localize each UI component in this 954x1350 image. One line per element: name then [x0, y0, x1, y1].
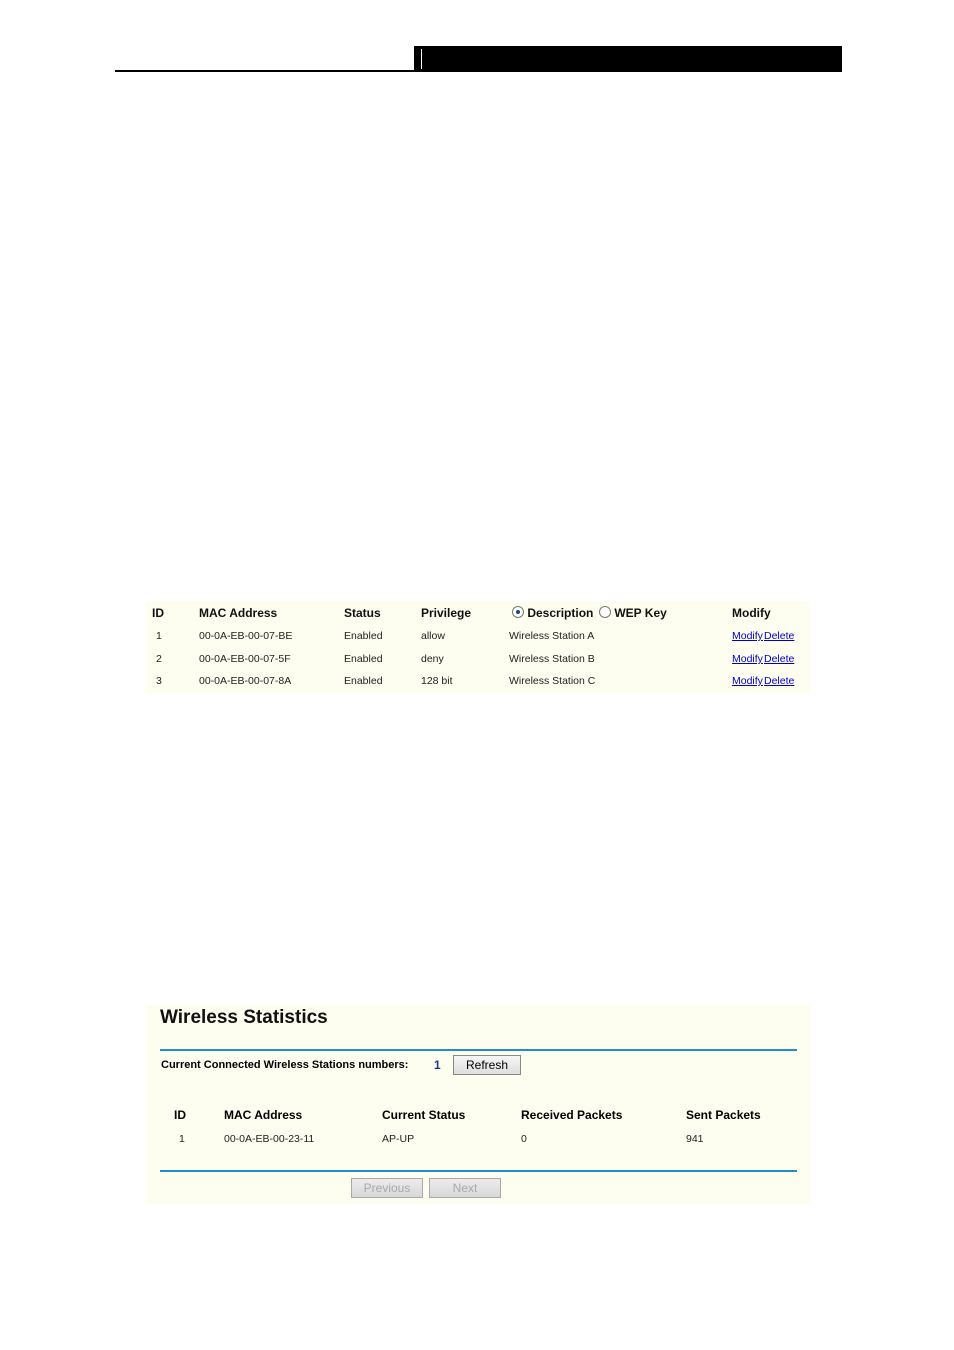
connected-stations-count: 1 [434, 1058, 441, 1072]
header-rule [115, 70, 842, 72]
description-radio-label: Description [527, 606, 594, 620]
cell-mac: 00-0A-EB-00-07-BE [199, 630, 293, 642]
col-header-received-packets: Received Packets [521, 1108, 623, 1122]
delete-link[interactable]: Delete [764, 630, 795, 642]
cell-mac: 00-0A-EB-00-23-11 [224, 1133, 315, 1145]
col-header-privilege: Privilege [421, 606, 472, 620]
wireless-statistics-panel [146, 1005, 810, 1204]
refresh-button[interactable]: Refresh [453, 1055, 521, 1075]
cell-id: 1 [179, 1133, 185, 1145]
previous-button[interactable]: Previous [351, 1178, 423, 1198]
cell-mac: 00-0A-EB-00-07-5F [199, 653, 291, 665]
cell-id: 1 [156, 630, 162, 642]
cell-description: Wireless Station A [509, 630, 595, 642]
cell-mac: 00-0A-EB-00-07-8A [199, 675, 292, 687]
cell-sent-packets: 941 [686, 1133, 704, 1145]
cell-status: Enabled [344, 653, 383, 665]
radio-selected-icon[interactable] [512, 606, 524, 618]
next-button[interactable]: Next [429, 1178, 501, 1198]
cell-current-status: AP-UP [382, 1133, 415, 1145]
col-header-modify: Modify [732, 606, 771, 620]
wep-key-radio-option[interactable] [599, 606, 667, 620]
col-header-sent-packets: Sent Packets [686, 1108, 761, 1122]
col-header-current-status: Current Status [382, 1108, 466, 1122]
cell-id: 2 [156, 653, 162, 665]
page-title: Wireless Statistics [160, 1007, 328, 1028]
delete-link[interactable]: Delete [764, 675, 795, 687]
cell-status: Enabled [344, 630, 383, 642]
cell-received-packets: 0 [521, 1133, 527, 1145]
col-header-mac: MAC Address [199, 606, 278, 620]
radio-unselected-icon[interactable] [599, 606, 611, 618]
delete-link[interactable]: Delete [764, 653, 795, 665]
mac-filter-table [146, 601, 810, 694]
description-radio-option[interactable] [512, 606, 593, 620]
modify-link[interactable]: Modify [732, 630, 763, 642]
cell-privilege: allow [421, 630, 445, 642]
col-header-mac: MAC Address [224, 1108, 303, 1122]
modify-link[interactable]: Modify [732, 653, 763, 665]
wep-key-radio-label: WEP Key [614, 606, 667, 620]
col-header-id: ID [152, 606, 164, 620]
bottom-divider [160, 1170, 797, 1172]
cell-status: Enabled [344, 675, 383, 687]
modify-link[interactable]: Modify [732, 675, 763, 687]
col-header-status: Status [344, 606, 381, 620]
connected-stations-label: Current Connected Wireless Stations numbers: [161, 1059, 409, 1071]
header-bar-inner [421, 49, 838, 69]
col-header-id: ID [174, 1108, 186, 1122]
cell-description: Wireless Station B [509, 653, 595, 665]
cell-description: Wireless Station C [509, 675, 596, 687]
top-divider [160, 1049, 797, 1051]
cell-id: 3 [156, 675, 162, 687]
cell-privilege: deny [421, 653, 444, 665]
cell-privilege: 128 bit [421, 675, 453, 687]
